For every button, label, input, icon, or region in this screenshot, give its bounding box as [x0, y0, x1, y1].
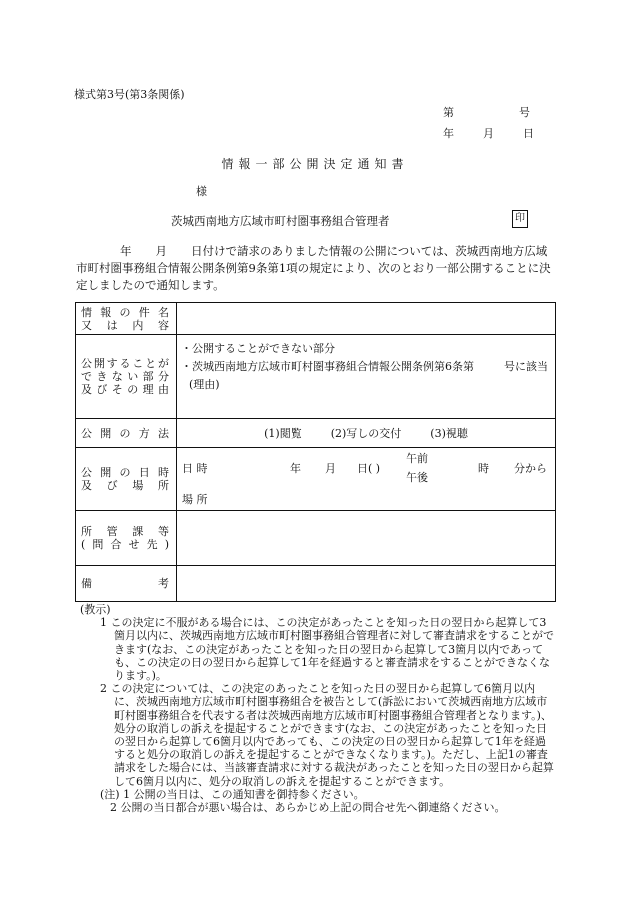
body-text: 日付けで請求のありました情報の公開については、茨城西南地方広域市町村圏事務組合情報公開条例第9条第1項の規定により、次のとおり一部公開することに決定しましたので通知します。: [76, 244, 551, 292]
datetime-place-cell: [177, 448, 556, 511]
disclosure-table: [75, 302, 556, 602]
label-undisclosed: 公開することが できない部分 及びその理由: [76, 335, 177, 419]
subject-value[interactable]: [177, 303, 556, 335]
label-datetime-place: 公開の日時 及び場所: [76, 448, 177, 511]
body-year: 年: [120, 244, 132, 258]
option-copy[interactable]: (2)写しの交付: [330, 427, 402, 440]
document-number-line: [443, 104, 530, 120]
page-title: 情報一部公開決定通知書: [221, 157, 409, 171]
addressee: 様: [196, 185, 207, 198]
instructions: [80, 603, 555, 814]
reason-label: (理由): [189, 378, 220, 391]
instruction-1: 1 この決定に不服がある場合には、この決定があったことを知った日の翌日から起算して3箇月以内に、茨城西南地方広域市町村圏事務組合管理者に対して審査請求をすることができます(なお、この決定があったことを知った日の翌日から起算して3箇月以内であっても、この決定の日の翌日から起算して1年を経過すると審査請求をすることができなくなります。)。: [100, 616, 554, 683]
sender-name: 茨城西南地方広域市町村圏事務組合管理者: [171, 214, 390, 228]
issue-date-line: [443, 125, 534, 141]
label-department: 所管課等 (問合せ先): [76, 511, 177, 566]
month-label: 月: [483, 127, 494, 140]
body-month: 月: [155, 244, 167, 258]
place-value[interactable]: [238, 487, 555, 510]
remarks-value[interactable]: [177, 566, 556, 602]
ordinance-line: ・茨城西南地方広域市町村圏事務組合情報公開条例第6条第 号に該当: [181, 360, 548, 373]
datetime-label: 日 時: [182, 461, 208, 475]
undisclosed-value[interactable]: [177, 335, 556, 419]
method-options: [177, 419, 556, 448]
option-view[interactable]: (1)閲覧: [264, 427, 302, 440]
label-remarks: 備 考: [76, 566, 177, 602]
year-label: 年: [443, 127, 454, 140]
number-suffix: 号: [519, 106, 530, 119]
option-listen[interactable]: (3)視聴: [430, 427, 468, 440]
place-label: 場 所: [182, 492, 208, 506]
instructions-heading: (教示): [80, 603, 111, 616]
department-value[interactable]: [177, 511, 556, 566]
undisclosed-part-line: ・公開することができない部分: [181, 342, 335, 355]
form-number: 様式第3号(第3条関係): [74, 88, 185, 101]
day-label: 日: [523, 127, 534, 140]
remark-2: 2 公開の当日都合が悪い場合は、あらかじめ上記の問合せ先へ御連絡ください。: [110, 801, 506, 815]
instruction-2: 2 この決定については、この決定のあったことを知った日の翌日から起算して6箇月以内に、茨城西南地方広域市町村圏事務組合を被告として(訴訟において茨城西南地方広域市町村圏事務組合を代表する者は茨城西南地方広域市町村圏事務組合管理者となります。)、処分の取消しの訴えを提起することができます(なお、この決定があったことを知った日の翌日から起算して6箇月以内であっても、この決定の日の翌日から起算して1年を経過すると処分の取消しの訴えを提起することができなくなります。)。ただし、上記1の審査請求をした場合には、当該審査請求に対する裁決があったことを知った日の翌日から起算して6箇月以内に、処分の取消しの訴えを提起することができます。: [100, 682, 554, 788]
label-method: 公開の方法: [76, 419, 177, 448]
label-subject: 情報の件名 又は内容: [76, 303, 177, 335]
remark-1: (注) 1 公開の当日は、この通知書を御持参ください。: [100, 787, 365, 801]
notice-body: [76, 243, 554, 294]
seal-mark: 印: [512, 210, 528, 228]
datetime-value[interactable]: 年 月 日( ) 午前 午後 時 分から: [290, 452, 547, 484]
number-label: 第: [443, 106, 454, 119]
datetime-place-inner: [177, 448, 555, 510]
